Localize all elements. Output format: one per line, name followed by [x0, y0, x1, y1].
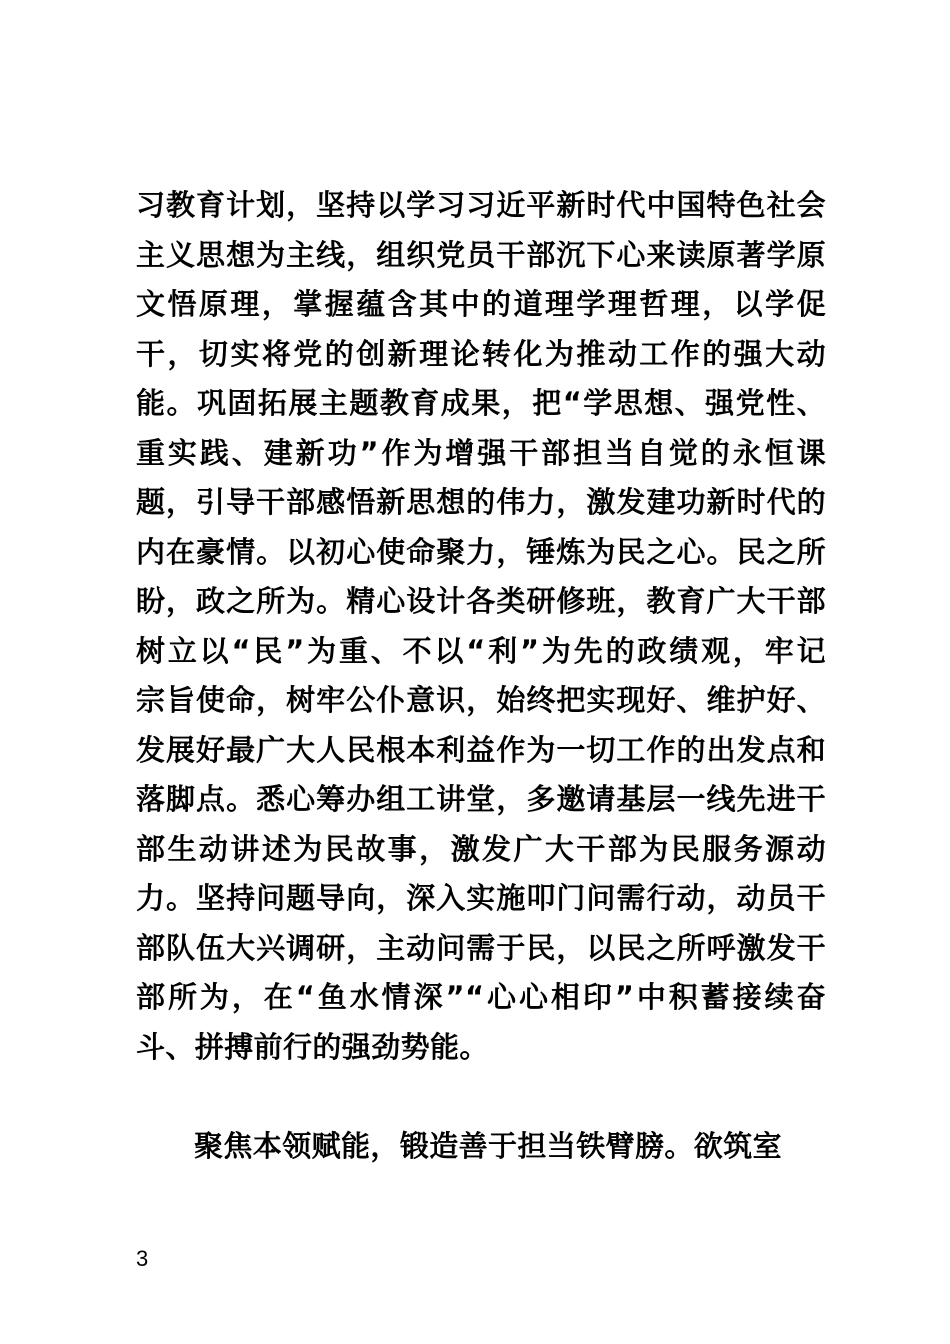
- text-line: 能。巩固拓展主题教育成果，把“学思想、强党性、: [136, 386, 826, 420]
- text-line: 题，引导干部感悟新思想的伟力，激发建功新时代的: [136, 485, 826, 519]
- body-text: [136, 181, 826, 1171]
- text-line: 干，切实将党的创新理论转化为推动工作的强大动: [136, 336, 826, 371]
- text-line: 宗旨使命，树牢公仆意识，始终把实现好、维护好、: [136, 683, 826, 717]
- text-line: 主义思想为主线，组织党员干部沉下心来读原著学原: [136, 237, 826, 272]
- text-line: 盼，政之所为。精心设计各类研修班，教育广大干部: [136, 584, 826, 618]
- paragraph-heading-line: 聚焦本领赋能，锻造善于担当铁臂膀。欲筑室: [194, 1128, 783, 1163]
- text-line: 部所为，在“鱼水情深”“心心相印”中积蓄接续奋: [136, 980, 826, 1014]
- text-line: 发展好最广大人民根本利益作为一切工作的出发点和: [136, 732, 826, 767]
- text-line: 习教育计划，坚持以学习习近平新时代中国特色社会: [136, 188, 826, 222]
- text-line: 树立以“民”为重、不以“利”为先的政绩观，牢记: [136, 633, 826, 668]
- text-line: 重实践、建新功”作为增强干部担当自觉的永恒课: [136, 435, 826, 470]
- text-line: 力。坚持问题导向，深入实施叩门问需行动，动员干: [136, 881, 826, 915]
- text-line: 内在豪情。以初心使命聚力，锤炼为民之心。民之所: [136, 534, 826, 569]
- paragraph-spacer: [136, 1072, 826, 1122]
- text-line: 部队伍大兴调研，主动问需于民，以民之所呼激发干: [136, 930, 826, 965]
- text-line: 文悟原理，掌握蕴含其中的道理学理哲理，以学促: [136, 287, 826, 321]
- text-line: 部生动讲述为民故事，激发广大干部为民服务源动: [136, 831, 826, 866]
- page-number: 3: [136, 1246, 149, 1271]
- text-line: 落脚点。悉心筹办组工讲堂，多邀请基层一线先进干: [136, 782, 826, 816]
- text-line-last: 斗、拼搏前行的强劲势能。: [136, 1029, 489, 1064]
